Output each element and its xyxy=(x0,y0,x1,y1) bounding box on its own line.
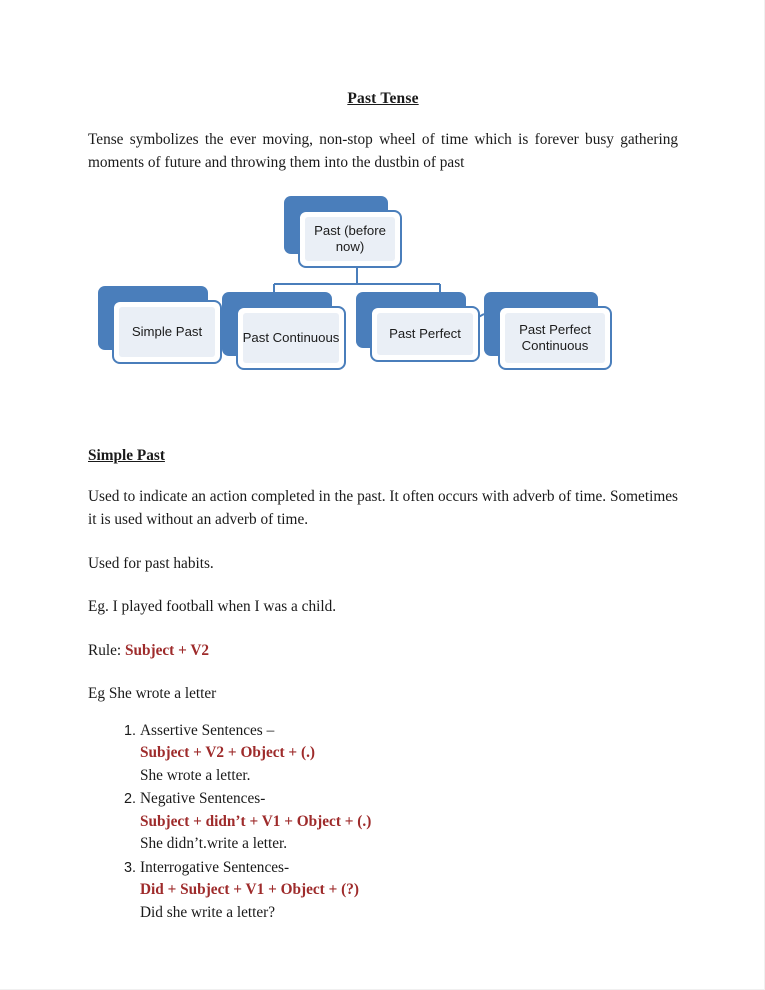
diagram-node-simple-past[interactable] xyxy=(98,286,222,364)
sentence-type-title: 1. Assertive Sentences – xyxy=(140,722,275,739)
diagram-node-label: Past (before now) xyxy=(314,222,386,255)
node-front xyxy=(498,306,612,370)
diagram-node-root[interactable] xyxy=(284,196,402,268)
diagram-node-label: Simple Past xyxy=(131,324,203,340)
node-front xyxy=(236,306,346,370)
sentence-type-formula: Subject + didn’t + V1 + Object + (.) xyxy=(140,812,372,830)
document-body xyxy=(88,0,678,925)
intro-paragraph: Tense symbolizes the ever moving, non-stop wheel of time which is forever busy gathering moments of future and throwing them into the dustbin of past xyxy=(88,131,678,171)
sentence-type-title: 3. Interrogative Sentences- xyxy=(140,858,290,876)
list-item xyxy=(140,720,678,787)
sentence-type-formula: Did + Subject + V1 + Object + (?) xyxy=(140,881,359,899)
list-item xyxy=(140,788,678,855)
simple-past-rule xyxy=(88,640,678,663)
simple-past-example: Eg. I played football when I was a child. xyxy=(88,598,337,616)
diagram-node-past-perfect-continuous[interactable] xyxy=(484,292,612,370)
tense-hierarchy-diagram xyxy=(88,192,678,377)
node-front xyxy=(112,300,222,364)
node-front xyxy=(298,210,402,268)
diagram-node-label: Past Continuous xyxy=(242,330,340,346)
diagram-node-past-continuous[interactable] xyxy=(222,292,346,370)
simple-past-description: Used to indicate an action completed in the past. It often occurs with adverb of time. Sometimes it is used without an adverb of time. xyxy=(88,488,678,528)
sentence-type-formula: Subject + V2 + Object + (.) xyxy=(140,744,315,762)
sentence-types-list xyxy=(88,720,678,924)
diagram-node-label: Past Perfect Continuous xyxy=(519,321,591,354)
section-heading-simple-past: Simple Past xyxy=(88,447,165,465)
rule-prefix-label: Rule: xyxy=(88,641,125,659)
sentence-type-example: Did she write a letter? xyxy=(140,903,276,921)
sentence-type-example: She wrote a letter. xyxy=(140,766,251,784)
simple-past-habits: Used for past habits. xyxy=(88,554,214,572)
diagram-node-past-perfect[interactable] xyxy=(356,292,480,370)
list-item xyxy=(140,857,678,924)
sentence-type-title: 2. Negative Sentences- xyxy=(140,790,266,808)
rule-formula: Subject + V2 xyxy=(124,641,210,659)
node-front xyxy=(370,306,480,362)
simple-past-rule-example: Eg She wrote a letter xyxy=(88,685,217,703)
diagram-node-label: Past Perfect xyxy=(389,326,461,342)
sentence-type-example: She didn’t.write a letter. xyxy=(140,835,288,853)
page-title: Past Tense xyxy=(347,90,419,107)
